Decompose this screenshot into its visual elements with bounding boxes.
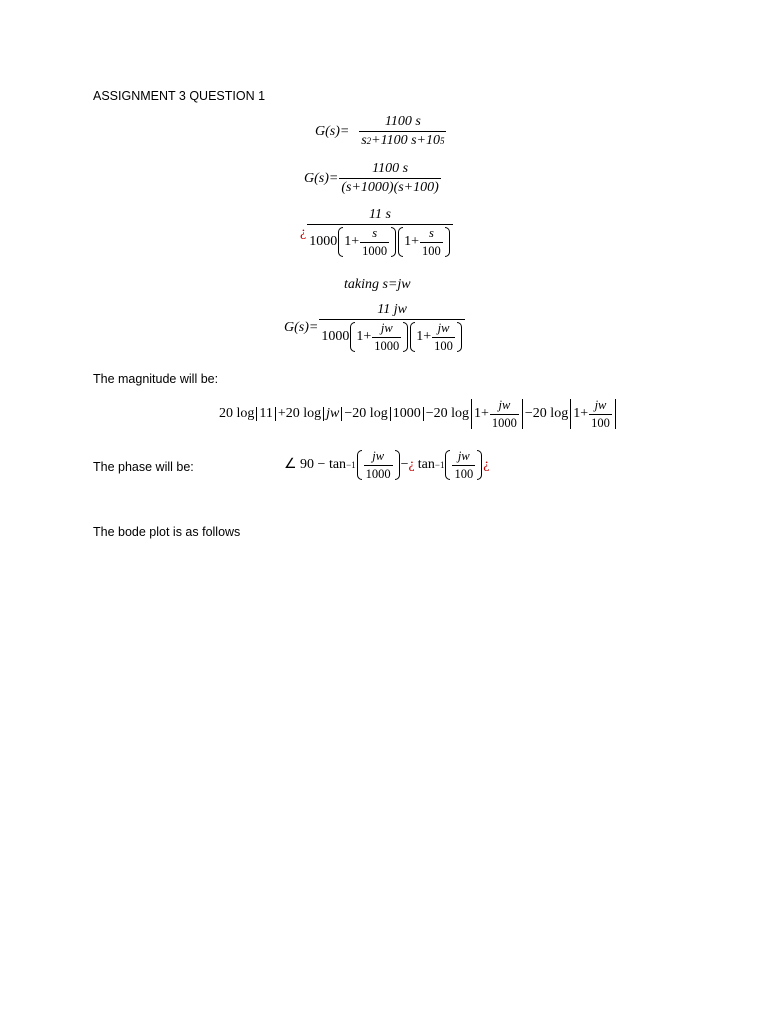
phase-equation: ∠ 90 − tan −1 $\frac{jw}{1000}$ − ¿ tan −1 $\frac{jw}{100}$ ¿ (284, 449, 490, 481)
eq1-numerator: 1100 s (384, 114, 421, 129)
bode-plot-label: The bode plot is as follows (93, 525, 241, 539)
eq3-numerator: 11 s (369, 207, 391, 222)
eq2-lhs: G(s)= (304, 170, 339, 186)
eq3-denominator: 1000 1+ $\frac{s}{1000}$ 1+ $\frac{s}{100}$ (307, 224, 453, 257)
magnitude-equation: 20 log 11 +20 log jw −20 log 1000 −20 log 1+ $\frac{jw}{1000}$ −20 log 1+ $\frac{jw}{100}$ (219, 399, 618, 429)
phase-label: The phase will be: (93, 460, 194, 474)
eq5-denominator: 1000 1+ $\frac{jw}{1000}$ 1+ $\frac{jw}{100}$ (319, 319, 465, 352)
eq1-lhs: G(s)= (315, 123, 350, 139)
eq2-denominator: (s+1000)(s+100) (341, 180, 439, 195)
eq2-fraction (339, 162, 440, 195)
equation-1 (315, 115, 456, 148)
eq1-fraction (350, 115, 455, 148)
eq5-fraction (319, 303, 465, 352)
substitution-line: taking s=jw (344, 277, 411, 292)
equation-2 (304, 162, 442, 195)
eq1-denominator: s 2 +1100 s+10 5 (361, 133, 445, 148)
eq3-fraction (307, 208, 453, 257)
eq3-marker: ¿ (300, 224, 307, 240)
eq5-numerator: 11 jw (377, 302, 407, 317)
equation-3 (300, 208, 454, 257)
equation-5 (284, 303, 466, 352)
eq5-lhs: G(s)= (284, 319, 319, 335)
magnitude-label: The magnitude will be: (93, 372, 219, 386)
assignment-heading: ASSIGNMENT 3 QUESTION 1 (93, 89, 266, 103)
eq2-numerator: 1100 s (372, 161, 409, 176)
